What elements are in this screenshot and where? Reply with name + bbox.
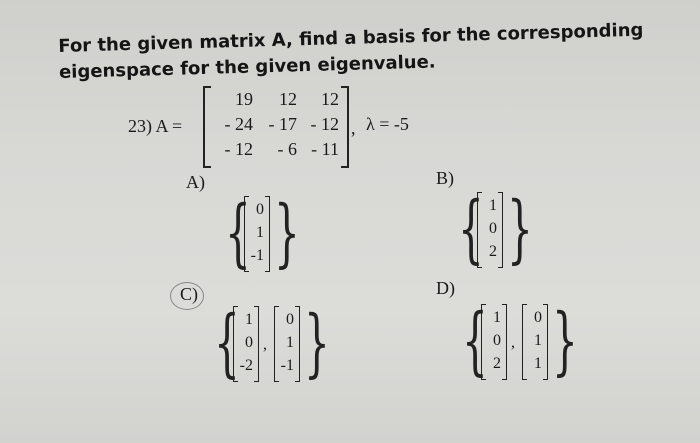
option-c-label: C) <box>180 284 198 304</box>
right-brace: } <box>274 190 300 276</box>
left-brace: { <box>214 300 240 386</box>
matrix-cell: - 17 <box>268 114 297 134</box>
matrix-a <box>203 86 349 164</box>
matrix-cell: - 6 <box>277 139 297 159</box>
prompt-line-1: For the given matrix A, find a basis for the corresponding <box>58 19 644 57</box>
option-c-vector-2: 0 1 -1 <box>274 306 300 382</box>
matrix-cell: - 12 <box>310 114 339 134</box>
right-brace: } <box>507 186 533 272</box>
option-b-set <box>458 186 533 272</box>
option-b-vector-1: 1 0 2 <box>477 192 503 268</box>
eigenvalue: λ = -5 <box>366 114 409 134</box>
matrix-cell: - 11 <box>311 139 339 159</box>
matrix-cell: 19 <box>235 89 253 109</box>
vector-separator: , <box>511 334 515 351</box>
matrix-right-bracket <box>341 86 349 168</box>
option-c-set <box>214 300 340 386</box>
option-d-label: D) <box>436 278 455 298</box>
matrix-cell: 12 <box>279 89 297 109</box>
option-d-set <box>462 298 588 384</box>
prompt-line-2: eigenspace for the given eigenvalue. <box>58 51 436 83</box>
matrix-comma: , <box>351 118 356 138</box>
left-brace: { <box>225 190 251 276</box>
option-a-vector-1: 0 1 -1 <box>244 196 270 272</box>
matrix-cell: - 24 <box>224 114 253 134</box>
right-brace: } <box>304 300 330 386</box>
option-d-vector-2: 0 1 1 <box>522 304 548 380</box>
option-a-label: A) <box>186 172 205 192</box>
matrix-cell: - 12 <box>224 139 253 159</box>
left-brace: { <box>458 186 484 272</box>
vector-separator: , <box>263 336 267 353</box>
left-brace: { <box>462 298 488 384</box>
option-b-label: B) <box>436 168 454 188</box>
question-prompt <box>58 17 679 86</box>
question-number: 23) A = <box>128 116 183 136</box>
option-c-vector-1: 1 0 -2 <box>233 306 259 382</box>
right-brace: } <box>552 298 578 384</box>
option-d-vector-1: 1 0 2 <box>481 304 507 380</box>
matrix-cell: 12 <box>321 89 339 109</box>
option-a-set <box>225 190 300 276</box>
